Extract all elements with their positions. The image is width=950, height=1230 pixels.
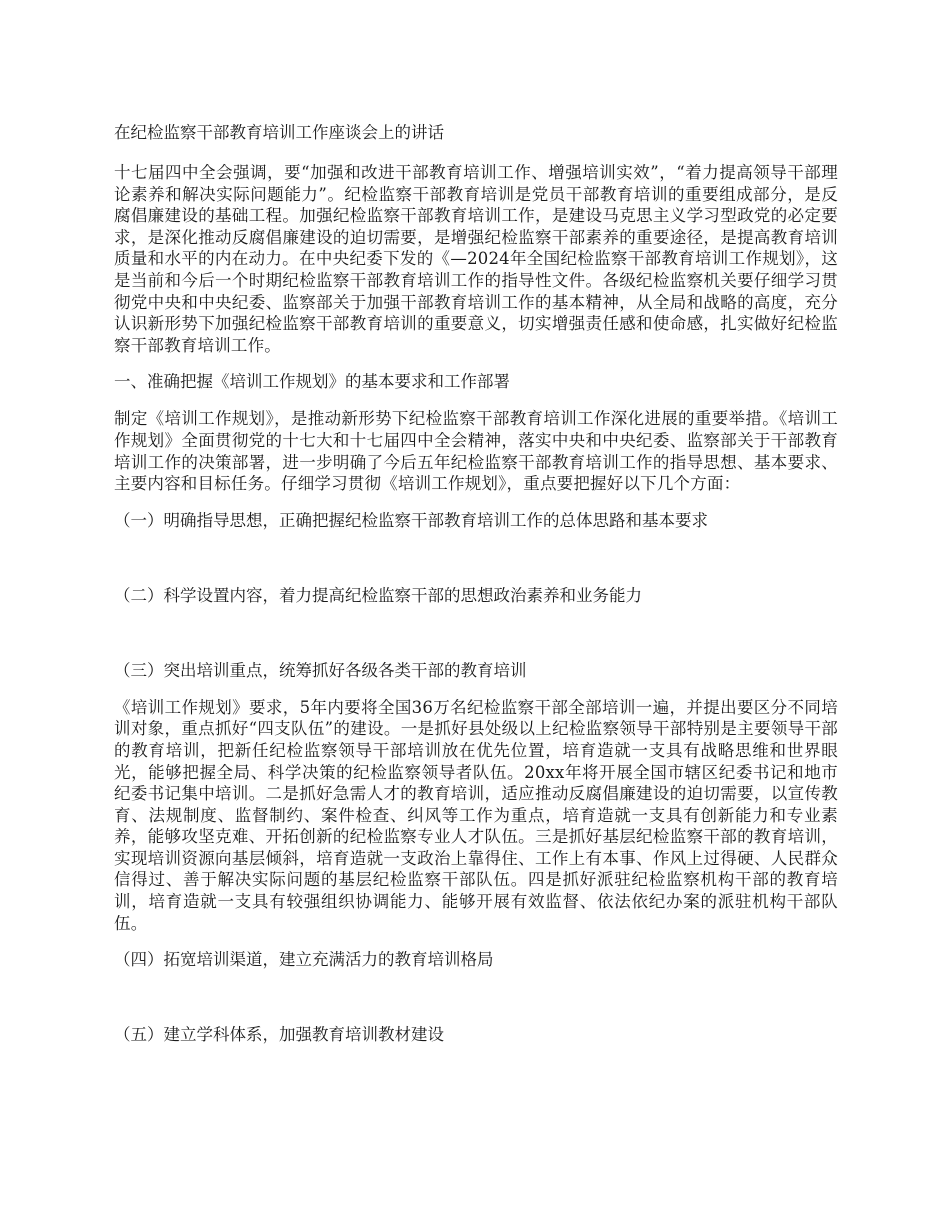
subheading-point-1: （一）明确指导思想，正确把握纪检监察干部教育培训工作的总体思路和基本要求 (114, 510, 708, 530)
spacer (114, 986, 838, 1024)
document-page (114, 122, 838, 1061)
document-title: 在纪检监察干部教育培训工作座谈会上的讲话 (114, 123, 444, 142)
subheading-point-5: （五）建立学科体系，加强教育培训教材建设 (114, 1025, 444, 1045)
section-heading-1: 一、准确把握《培训工作规划》的基本要求和工作部署 (114, 372, 510, 392)
subheading-point-3: （三）突出培训重点，统筹抓好各级各类干部的教育培训 (114, 660, 527, 680)
section1-paragraph: 制定《培训工作规划》，是推动新形势下纪检监察干部教育培训工作深化进展的重要举措。《培训工作规划》全面贯彻党的十七大和十七届四中全会精神，落实中央和中央纪委、监察部关于干部教育培训工作的决策部署，进一步明确了今后五年纪检监察干部教育培训工作的指导思想、基本要求、主要内容和目标任务。仔细学习贯彻《培训工作规划》，重点要把握好以下几个方面： (114, 409, 838, 494)
spacer (114, 622, 838, 660)
intro-paragraph: 十七届四中全会强调，要“加强和改进干部教育培训工作、增强培训实效”，“着力提高领导干部理论素养和解决实际问题能力”。纪检监察干部教育培训是党员干部教育培训的重要组成部分，是反腐倡廉建设的基础工程。加强纪检监察干部教育培训工作，是建设马克思主义学习型政党的必定要求，是深化推动反腐倡廉建设的迫切需要，是增强纪检监察干部素养的重要途径，是提高教育培训质量和水平的内在动力。在中央纪委下发的《—2024年全国纪检监察干部教育培训工作规划》，这是当前和今后一个时期纪检监察干部教育培训工作的指导性文件。各级纪检监察机关要仔细学习贯彻党中央和中央纪委、监察部关于加强干部教育培训工作的基本精神，从全局和战略的高度，充分认识新形势下加强纪检监察干部教育培训的重要意义，切实增强责任感和使命感，扎实做好纪检监察干部教育培训工作。 (114, 163, 838, 355)
spacer (114, 547, 838, 585)
subheading-point-4: （四）拓宽培训渠道，建立充满活力的教育培训格局 (114, 950, 494, 970)
subheading-point-2: （二）科学设置内容，着力提高纪检监察干部的思想政治素养和业务能力 (114, 585, 642, 605)
point3-paragraph: 《培训工作规划》要求，5年内要将全国36万名纪检监察干部全部培训一遍，并提出要区分不同培训对象，重点抓好“四支队伍”的建设。一是抓好县处级以上纪检监察领导干部特别是主要领导干部的教育培训，把新任纪检监察领导干部培训放在优先位置，培育造就一支具有战略思维和世界眼光，能够把握全局、科学决策的纪检监察领导者队伍。20xx年将开展全国市辖区纪委书记和地市纪委书记集中培训。二是抓好急需人才的教育培训，适应推动反腐倡廉建设的迫切需要，以宣传教育、法规制度、监督制约、案件检查、纠风等工作为重点，培育造就一支具有创新能力和专业素养，能够攻坚克难、开拓创新的纪检监察专业人才队伍。三是抓好基层纪检监察干部的教育培训，实现培训资源向基层倾斜，培育造就一支政治上靠得住、工作上有本事、作风上过得硬、人民群众信得过、善于解决实际问题的基层纪检监察干部队伍。四是抓好派驻纪检监察机构干部的教育培训，培育造就一支具有较强组织协调能力、能够开展有效监督、依法依纪办案的派驻机构干部队伍。 (114, 697, 838, 933)
